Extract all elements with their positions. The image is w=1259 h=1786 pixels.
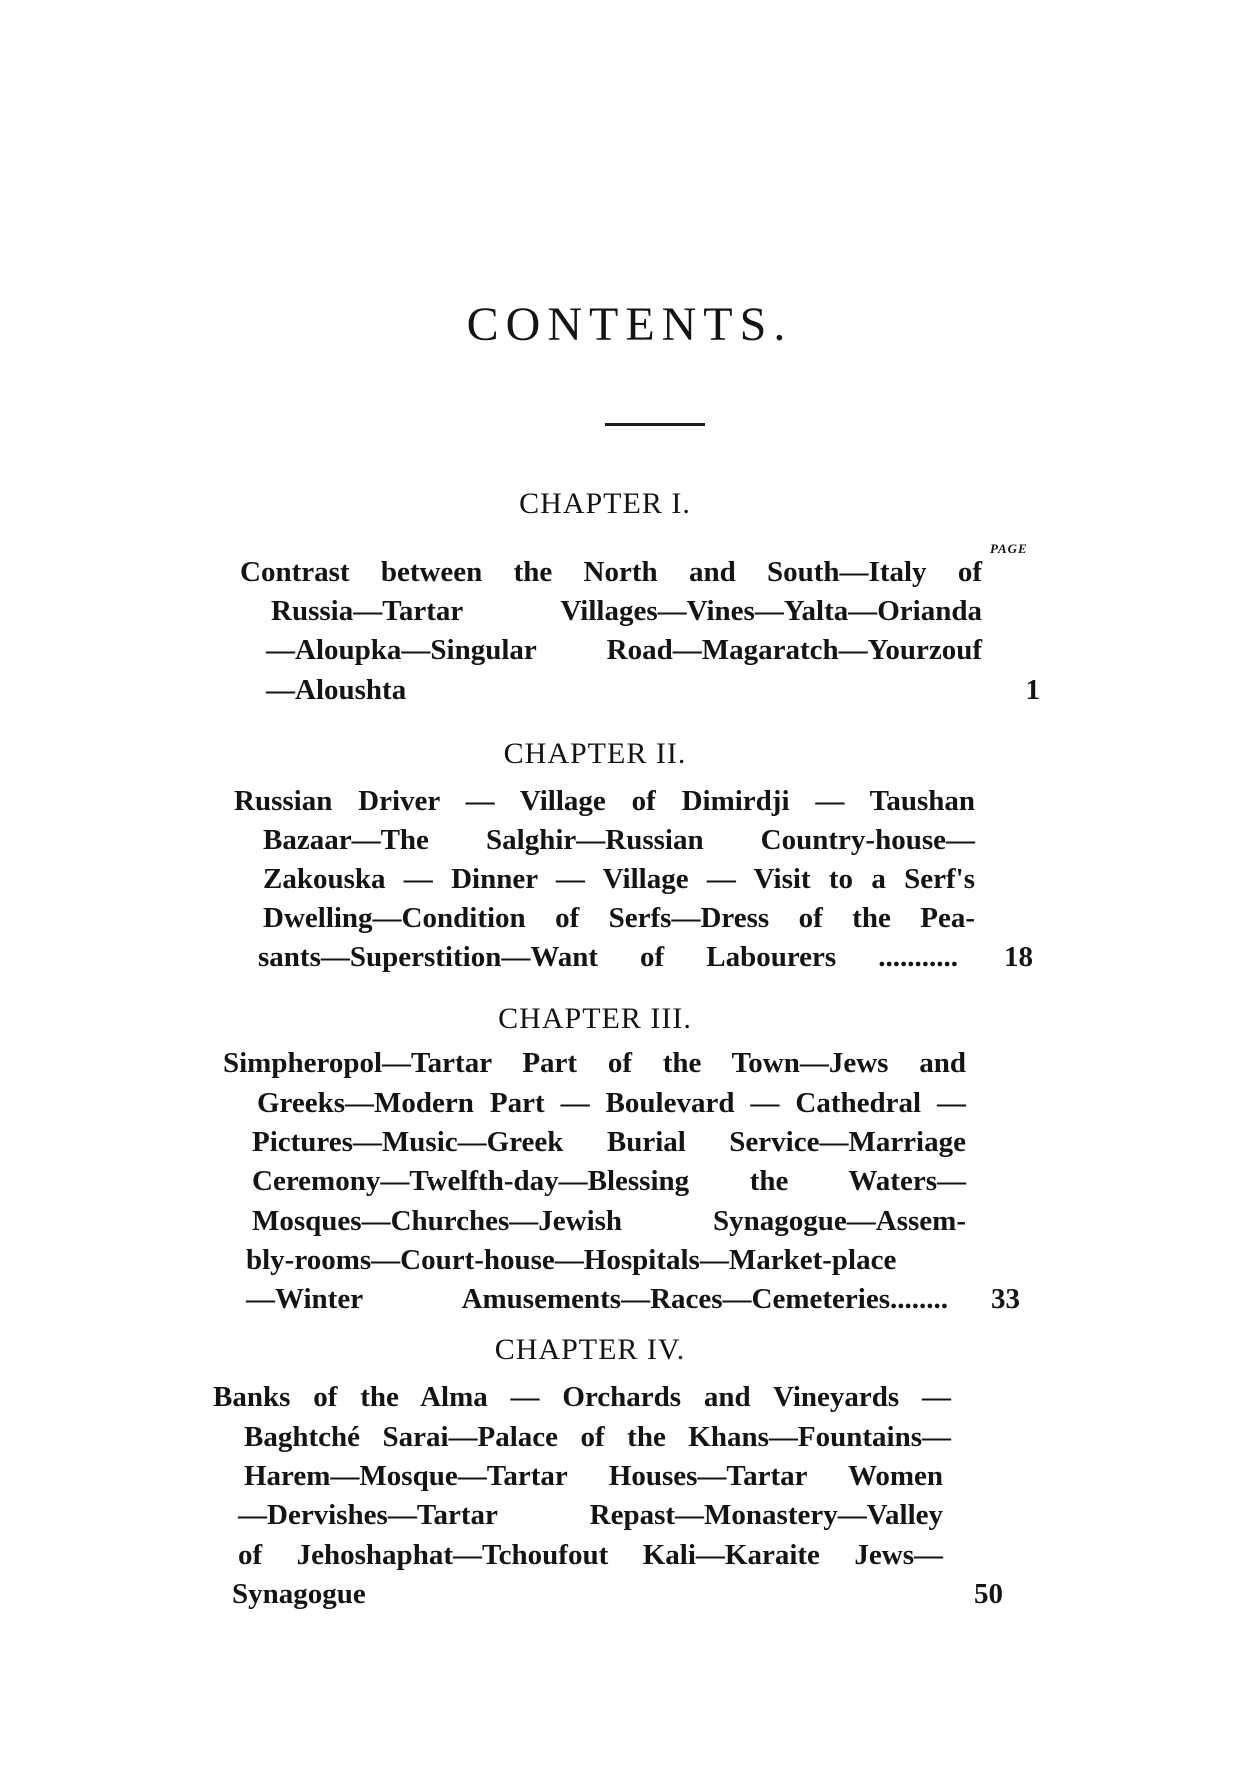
toc-line: Ceremony—Twelfth-day—Blessing the Waters— [252,1165,966,1197]
toc-line: Bazaar—The Salghir—Russian Country-house— [263,824,975,856]
toc-line: Synagogue [232,1578,366,1610]
chapter-page-number-1: 1 [1025,674,1040,706]
toc-line: Greeks—Modern Part — Boulevard — Cathedral — [257,1087,966,1119]
toc-line: —Winter Amusements—Races—Cemeteries........ [246,1283,948,1315]
toc-line: bly-rooms—Court-house—Hospitals—Market-place [246,1244,897,1276]
toc-line: of Jehoshaphat—Tchoufout Kali—Karaite Jews— [238,1539,943,1571]
toc-line: Mosques—Churches—Jewish Synagogue—Assem- [252,1205,966,1237]
toc-line: —Aloupka—Singular Road—Magaratch—Yourzouf [266,634,982,666]
toc-line: Harem—Mosque—Tartar Houses—Tartar Women [244,1460,943,1492]
chapter-heading-1: CHAPTER I. [519,487,691,520]
chapter-heading-2: CHAPTER II. [503,737,687,770]
chapter-heading-4: CHAPTER IV. [494,1333,686,1366]
toc-line: Baghtché Sarai—Palace of the Khans—Fountains— [244,1421,951,1453]
toc-line: sants—Superstition—Want of Labourers ........... [258,941,958,973]
toc-line: Zakouska — Dinner — Village — Visit to a Serf's [263,863,975,895]
chapter-page-number-2: 18 [1004,941,1033,973]
page-title: CONTENTS. [466,298,793,351]
toc-line: Russian Driver — Village of Dimirdji — Taushan [234,785,975,817]
chapter-page-number-4: 50 [974,1578,1003,1610]
toc-line: Simpheropol—Tartar Part of the Town—Jews and [223,1047,966,1079]
chapter-heading-3: CHAPTER III. [498,1002,692,1035]
toc-line: —Dervishes—Tartar Repast—Monastery—Valley [238,1499,943,1531]
toc-line: Russia—Tartar Villages—Vines—Yalta—Orianda [271,595,982,627]
title-rule [605,423,705,426]
chapter-page-number-3: 33 [991,1283,1020,1315]
page-column-label: PAGE [990,541,1028,556]
toc-line: —Aloushta [266,674,407,706]
toc-line: Pictures—Music—Greek Burial Service—Marriage [252,1126,966,1158]
toc-line: Dwelling—Condition of Serfs—Dress of the Pea- [263,902,975,934]
toc-line: Contrast between the North and South—Italy of [240,556,982,588]
toc-line: Banks of the Alma — Orchards and Vineyards — [213,1381,951,1413]
